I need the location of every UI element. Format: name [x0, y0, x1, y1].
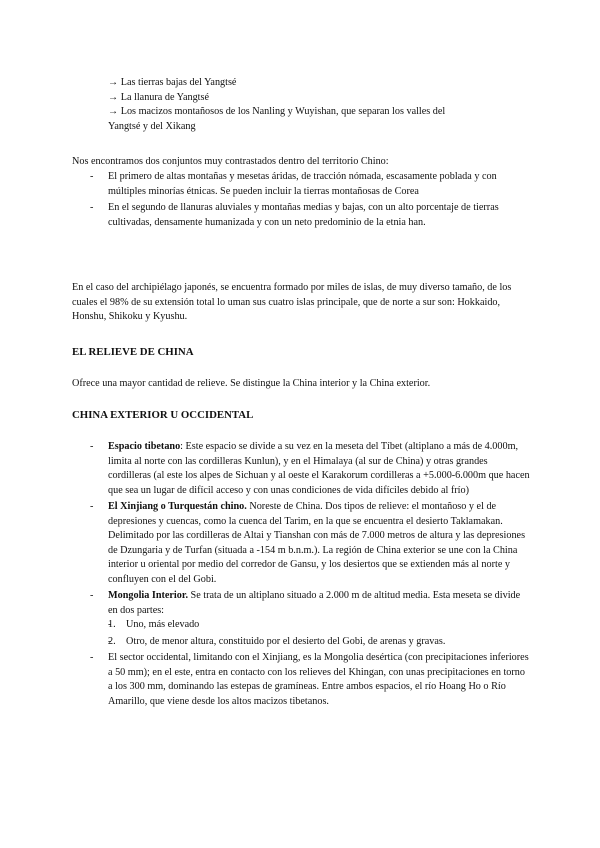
heading-exterior: CHINA EXTERIOR U OCCIDENTAL — [72, 409, 254, 421]
exterior-list — [90, 440, 530, 711]
arrow-icon: → — [108, 106, 119, 117]
japon-paragraph: En el caso del archipiélago japonés, se encuentra formado por miles de islas, de muy diverso tamaño, de los cuales el 98% de su extensión total lo uman sus cuatro islas principale, que de norte a sur son: Hokkaido, Honshu, Shikoku y Kyushu. — [72, 282, 512, 322]
sub-list — [108, 618, 530, 649]
arrow-icon: → — [108, 91, 119, 103]
sub-list-item: - 1. Uno, más elevado — [108, 618, 530, 633]
sub-list-item: - 2. Otro, de menor altura, constituido por el desierto del Gobi, de arenas y gravas. — [108, 635, 530, 650]
arrow-item: → Los macizos montañosos de los Nanling y Wuyishan, que separan los valles del Yangtsé y del Xikang — [108, 106, 446, 132]
arrow-list — [108, 76, 528, 134]
list-item: - Espacio tibetano: Este espacio se divide a su vez en la meseta del Tíbet (altiplano a más de 4.000m, limita al norte con las cordilleras Kunlun), y en el Himalaya (al sur de China) y otras grandes cordilleras (al este los alpes de Sichuan y al oeste el Karakorum cordilleras a +5.000-6.000m que hacen que sea un lugar de difícil acceso y con unas condiciones de vida difíciles debido al frío) — [90, 440, 530, 498]
list-item: - El Xinjiang o Turquestán chino. Noreste de China. Dos tipos de relieve: el montañoso y el de depresiones y cuencas, como la cuenca del Tarim, en la que se encuentra el desierto Taklamakan. Delimitado por las cordilleras de Altai y Tianshan con más de 7.000 metros de altura y las depresiones de Dzungaria y de Turfan (situada a -154 m b.n.m.). La región de China exterior se une con la China interior u oriental por medio del corredor de Gansu, y los desiertos que se extienden más al norte y confluyen con el del Gobi. — [90, 500, 530, 587]
conjuntos-list — [90, 170, 530, 232]
arrow-item: → La llanura de Yangtsé — [108, 91, 210, 103]
list-item: - El sector occidental, limitando con el Xinjiang, es la Mongolia desértica (con precipitaciones inferiores a 50 mm); en el este, entra en contacto con los relieves del Khingan, con unas precipitaciones en torno a los 300 mm, dominando las estepas de gramíneas. Entre ambos espacios, el río Hoang Ho o Río Amarillo, que viene desde los altos macizos tibetanos. — [90, 651, 530, 709]
intro-paragraph: Nos encontramos dos conjuntos muy contrastados dentro del territorio Chino: — [72, 156, 389, 167]
arrow-icon: → — [108, 77, 119, 88]
list-item: - Mongolia Interior. Se trata de un altiplano situado a 2.000 m de altitud media. Esta meseta se divide en dos partes: - 1. Uno, más elevado - 2. Otro, de menor altura, constituido por el desierto del Gobi, de arenas y gravas. — [90, 589, 530, 649]
list-item: - En el segundo de llanuras aluviales y montañas medias y bajas, con un alto porcentaje de tierras cultivadas, densamente humanizada y con un neto predominio de la etnia han. — [90, 201, 530, 230]
relieve-paragraph: Ofrece una mayor cantidad de relieve. Se distingue la China interior y la China exterior. — [72, 378, 431, 389]
heading-relieve: EL RELIEVE DE CHINA — [72, 346, 194, 358]
list-item: - El primero de altas montañas y mesetas áridas, de tracción nómada, escasamente poblada y con múltiples minorías étnicas. Se pueden incluir la tierras montañosas de Corea — [90, 170, 530, 199]
arrow-item: → Las tierras bajas del Yangtsé — [108, 77, 237, 88]
